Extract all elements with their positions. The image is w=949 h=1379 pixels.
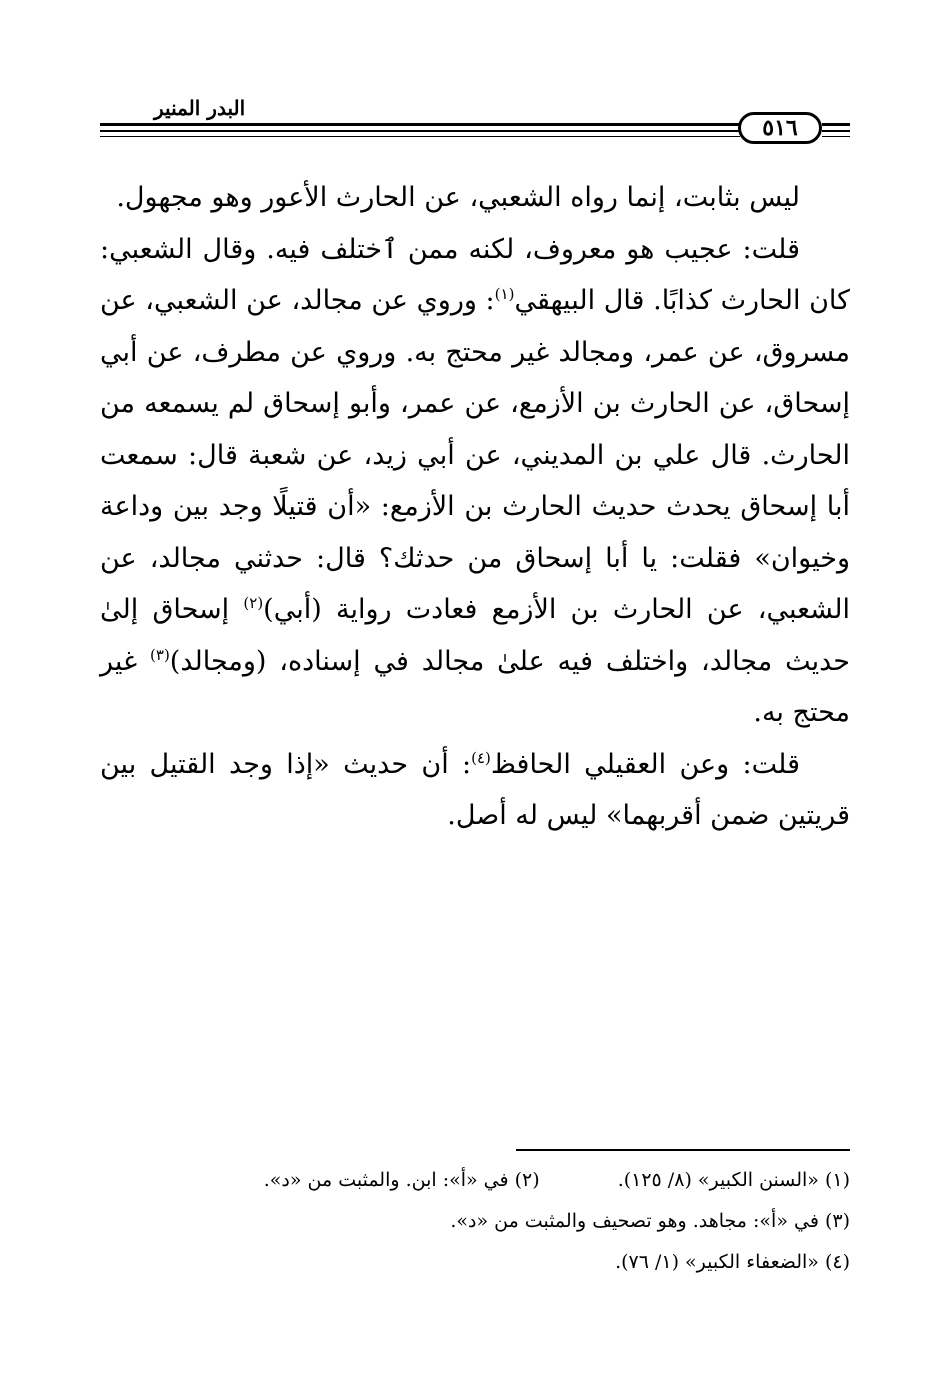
footnote-row [100,1201,850,1242]
header-rule [822,130,850,132]
header-rule [822,123,850,126]
header-rule [100,123,740,126]
footnote-3: (٣) في «أ»: مجاهد. وهو تصحيف والمثبت من «د». [450,1210,850,1232]
footnotes [100,1160,850,1283]
footnote-4: (٤) «الضعفاء الكبير» (١/ ٧٦). [615,1251,850,1273]
footnote-row [100,1160,850,1201]
paragraph: قلت: وعن العقيلي الحافظ$^{(٤)}$: أن حديث «إذا وجد القتيل بين قريتين ضمن أقربهما» ليس له أصل. [100,748,850,831]
footnote-2: (٢) في «أ»: ابن. والمثبت من «د». [263,1169,540,1191]
footnote-separator [516,1149,850,1151]
footnote-ref[interactable]: (٤) [471,748,491,767]
page-header [100,96,850,150]
footnote-1: (١) «السنن الكبير» (٨/ ١٢٥). [617,1169,850,1191]
header-rule [100,136,740,137]
running-title: البدر المنير [154,96,246,120]
header-rule [822,136,850,137]
footnote-ref[interactable]: (٢) [243,594,264,612]
footnote-row [100,1242,850,1283]
footnote-ref[interactable]: (١) [494,285,515,303]
main-text [100,172,850,842]
page-number: ٥١٦ [738,112,822,144]
header-rule [100,130,740,132]
paragraph: قلت: عجيب هو معروف، لكنه ممن ٱختلف فيه. وقال الشعبي: كان الحارث كذابًا. قال البيهقي$^{(١)}$: وروي عن مجالد، عن الشعبي، عن مسروق، عن عمر، ومجالد غير محتج به. وروي عن مطرف، عن أبي إسحاق، عن الحارث بن الأزمع، عن عمر، وأبو إسحاق لم يسمعه من الحارث. قال علي بن المديني، عن أبي زيد، عن شعبة قال: سمعت أبا إسحاق يحدث حديث الحارث بن الأزمع: «أن قتيلًا وجد بين وداعة وخيوان» فقلت: يا أبا إسحاق من حدثك؟ قال: حدثني مجالد، عن الشعبي، عن الحارث بن الأزمع فعادت رواية (أبي)$^{(٢)}$ إسحاق إلىٰ حديث مجالد، واختلف فيه علىٰ مجالد في إسناده، (ومجالد)$^{(٣)}$ غير محتج به. [100,233,850,728]
paragraph: ليس بثابت، إنما رواه الشعبي، عن الحارث الأعور وهو مجهول. [116,182,800,213]
footnote-ref[interactable]: (٣) [150,645,170,664]
